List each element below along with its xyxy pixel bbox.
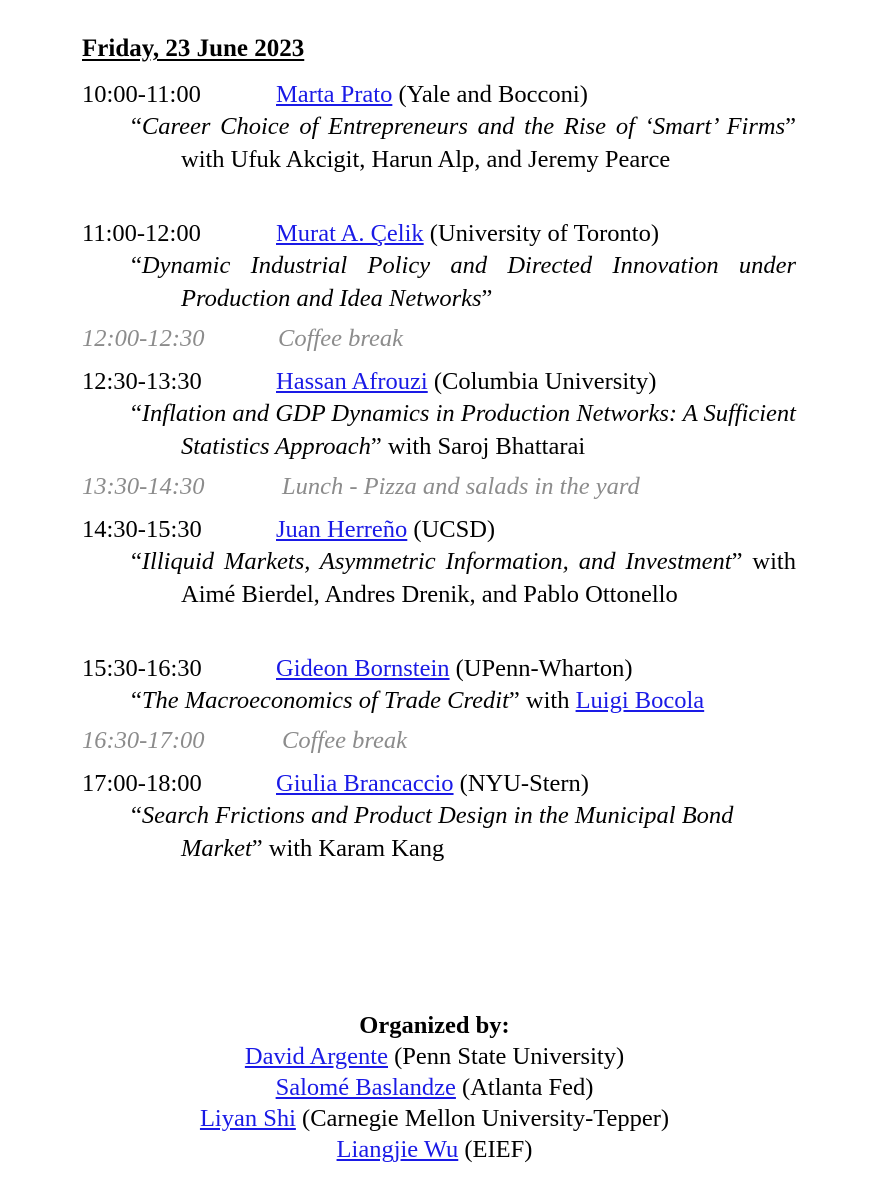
session-header [82,767,589,801]
talk-title-block: “Inflation and GDP Dynamics in Production Networks: A Sufficient Statistics Approach” with Saroj Bhattarai [131,400,796,460]
organizer-row [0,1041,869,1072]
talk-coauthors: with Saroj Bhattarai [381,433,586,460]
speaker-link[interactable]: Marta Prato [276,81,393,108]
talk-title-block: “Dynamic Industrial Policy and Directed Innovation under Production and Idea Networks” [131,252,796,312]
talk-title: Dynamic Industrial Policy and Directed Innovation under Production and Idea Networks [141,252,796,312]
session-header [82,78,588,112]
break-label: Coffee break [278,325,403,352]
talk-coauthors: with Karam Kang [262,835,445,862]
organizer-affiliation: (Penn State University) [388,1043,625,1070]
organizer-link[interactable]: David Argente [244,1043,388,1070]
organizer-link[interactable]: Liyan Shi [199,1105,296,1132]
break-label: Lunch - Pizza and salads in the yard [282,473,640,500]
speaker-affiliation: (Columbia University) [433,368,657,395]
talk-title-block: “Career Choice of Entrepreneurs and the Rise of ‘Smart’ Firms” with Ufuk Akcigit, Harun Alp, and Jeremy Pearce [131,113,796,173]
coauthor-link[interactable]: Luigi Bocola [575,687,705,714]
talk-title: Career Choice of Entrepreneurs and the Rise of ‘Smart’ Firms [141,113,786,140]
session-header [82,513,495,547]
break-row [82,724,407,758]
talk-title: The Macroeconomics of Trade Credit [141,687,509,714]
day-heading: Friday, 23 June 2023 [82,35,305,62]
session-header [82,365,656,399]
organizer-affiliation: (EIEF) [458,1136,533,1163]
session-time: 11:00-12:00 [82,220,201,247]
talk-title-block: “Search Frictions and Product Design in the Municipal Bond Market” with Karam Kang [131,802,734,862]
speaker-link[interactable]: Murat A. Çelik [276,220,424,247]
talk-title-block: “Illiquid Markets, Asymmetric Information, and Investment” with Aimé Bierdel, Andres Drenik, and Pablo Ottonello [131,548,796,608]
talk-coauthors: with Aimé Bierdel, Andres Drenik, and Pablo Ottonello [181,548,796,608]
talk-title: Inflation and GDP Dynamics in Production Networks: A Sufficient Statistics Approach [141,400,796,460]
speaker-affiliation: (Yale and Bocconi) [398,81,588,108]
organizer-affiliation: (Carnegie Mellon University-Tepper) [295,1105,670,1132]
organizer-affiliation: (Atlanta Fed) [455,1074,594,1101]
session-time: 14:30-15:30 [82,516,202,543]
speaker-link[interactable]: Giulia Brancaccio [276,770,454,797]
talk-title-block: “The Macroeconomics of Trade Credit” with Luigi Bocola [131,687,705,714]
session-time: 10:00-11:00 [82,81,201,108]
organizer-row [0,1103,869,1134]
break-label: Coffee break [282,727,407,754]
speaker-link[interactable]: Gideon Bornstein [276,655,450,682]
session-time: 12:30-13:30 [82,368,202,395]
organizers-block [0,1010,869,1165]
break-time: 16:30-17:00 [82,727,205,754]
speaker-affiliation: (NYU-Stern) [459,770,589,797]
talk-coauthors-prefix: with [519,687,576,714]
session-time: 17:00-18:00 [82,770,202,797]
organizer-row [0,1134,869,1165]
speaker-affiliation: (University of Toronto) [429,220,659,247]
speaker-link[interactable]: Hassan Afrouzi [276,368,428,395]
organizer-row [0,1072,869,1103]
speaker-affiliation: (UPenn-Wharton) [455,655,633,682]
speaker-affiliation: (UCSD) [413,516,496,543]
organizers-heading: Organized by: [359,1012,510,1039]
session-header [82,652,633,686]
speaker-link[interactable]: Juan Herreño [276,516,408,543]
organizer-link[interactable]: Salomé Baslandze [275,1074,456,1101]
talk-title: Search Frictions and Product Design in the Municipal Bond Market [141,802,734,862]
lunch-row [82,470,640,504]
session-time: 15:30-16:30 [82,655,202,682]
break-row [82,322,403,356]
break-time: 13:30-14:30 [82,473,205,500]
organizer-link[interactable]: Liangjie Wu [336,1136,459,1163]
talk-title: Illiquid Markets, Asymmetric Information, and Investment [141,548,732,575]
session-header [82,217,659,251]
break-time: 12:00-12:30 [82,325,205,352]
talk-coauthors: with Ufuk Akcigit, Harun Alp, and Jeremy Pearce [181,146,671,173]
